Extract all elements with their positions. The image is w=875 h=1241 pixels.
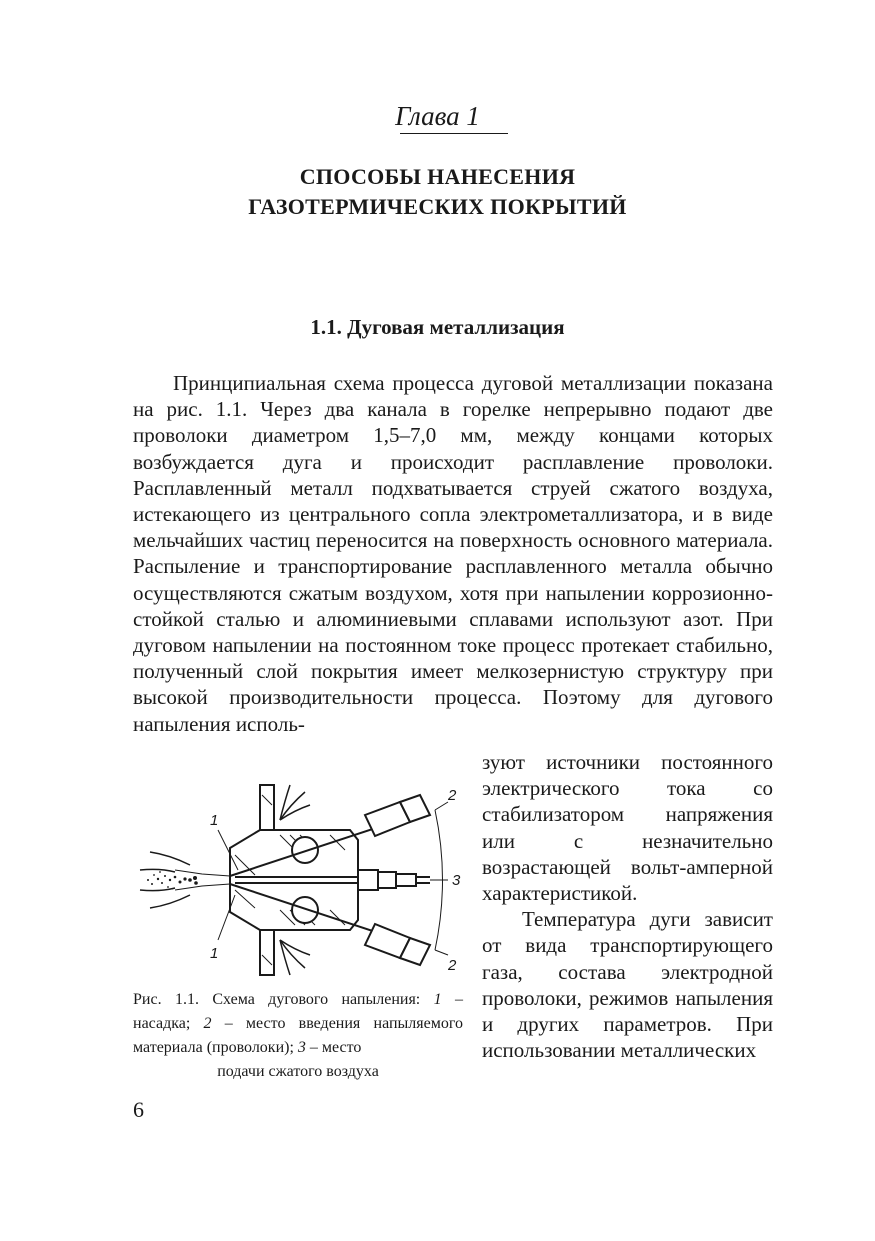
caption-num-3: 3: [297, 1039, 306, 1056]
paragraph-1-continued: зуют источники постоянного электрического тока со стабилизатором напряжения или с незначительно возрастающей вольт-амперной характеристикой.: [482, 750, 773, 906]
caption-text-1: – насадка;: [133, 991, 463, 1032]
figure-arc-spraying-diagram: [130, 780, 470, 980]
figure-caption: [133, 988, 463, 1084]
arc-spray-gun-drawing: [130, 780, 470, 980]
section-title: 1.1. Дуговая металлизация: [310, 315, 565, 339]
paragraph-2: Температура дуги зависит от вида транспортирующего газа, состава электродной проволоки, режимов напыления и других параметров. При использовании металлических: [482, 907, 773, 1063]
figure-label-2-top: 2: [448, 787, 457, 804]
chapter-underline: [400, 133, 508, 134]
caption-last-line: подачи сжатого воздуха: [217, 1063, 379, 1080]
chapter-label-text: Глава 1: [395, 101, 480, 131]
figure-label-1-bottom: 1: [210, 945, 219, 962]
paragraph-1: Принципиальная схема процесса дуговой металлизации показана на рис. 1.1. Через два канала в горелке непрерывно подают две проволоки диаметром 1,5–7,0 мм, между концами которых возбуждается дуга и происходит расплавление проволоки. Расплавленный металл подхватывается струей сжатого воздуха, истекающего из центрального сопла электрометаллизатора, и в виде мельчайших частиц переносится на поверхность основного материала. Распыление и транспортирование расплавленного металла обычно осуществляются сжатым воздухом, хотя при напылении коррозионно-стойкой сталью и алюминиевыми сплавами используют азот. При дуговом напылении на постоянном токе процесс протекает стабильно, полученный слой покрытия имеет мелкозернистую структуру при высокой производительности процесса. Поэтому для дугового напыления исполь-: [133, 371, 773, 736]
caption-num-1: 1: [433, 991, 442, 1008]
caption-num-2: 2: [203, 1015, 212, 1032]
caption-text-2: – место введения напыляемого материала (проволоки);: [133, 1015, 464, 1056]
chapter-title-line-1: СПОСОБЫ НАНЕСЕНИЯ: [299, 164, 576, 189]
figure-label-3: 3: [452, 872, 461, 889]
chapter-title-line-2: ГАЗОТЕРМИЧЕСКИХ ПОКРЫТИЙ: [248, 194, 627, 219]
page-number: 6: [133, 1097, 144, 1122]
chapter-title: [0, 162, 875, 222]
caption-prefix: Рис. 1.1. Схема дугового напыления:: [133, 991, 434, 1008]
chapter-label: [0, 98, 875, 134]
caption-text-3: – место: [305, 1039, 362, 1056]
figure-label-2-bottom: 2: [448, 957, 457, 974]
right-column-text: [482, 749, 773, 1063]
main-paragraph: [133, 370, 773, 737]
figure-label-1-top: 1: [210, 812, 219, 829]
